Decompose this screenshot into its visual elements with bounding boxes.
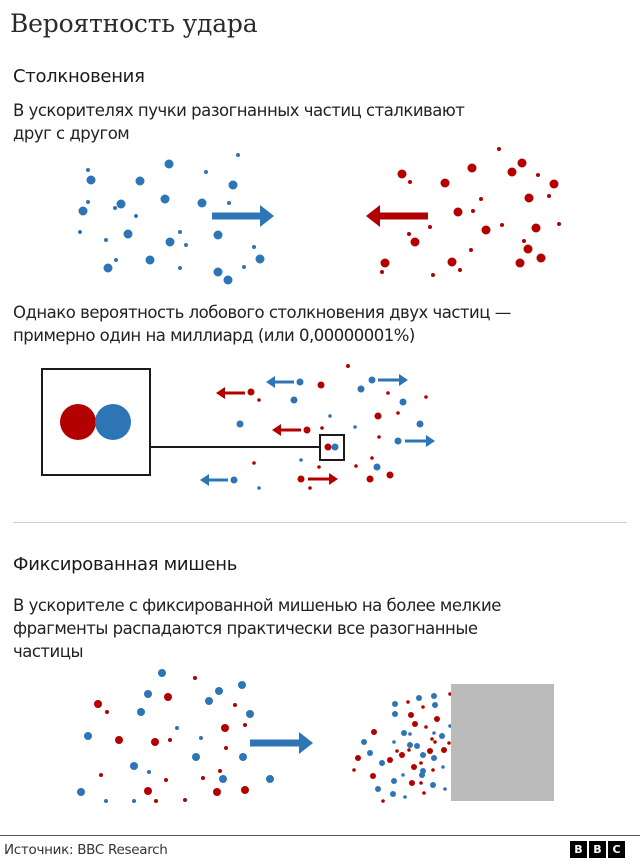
head-on-collision-diagram — [42, 364, 435, 490]
particle-dot — [205, 697, 213, 705]
particle-dot — [117, 200, 126, 209]
particle-dot — [401, 773, 405, 777]
particle-dot — [390, 791, 396, 797]
particle-dot — [420, 768, 426, 774]
particle-dot — [370, 773, 376, 779]
text-line: Однако вероятность лобового столкновения двух частиц — — [13, 303, 511, 322]
particle-dot — [252, 461, 256, 465]
particle-dot — [550, 180, 559, 189]
particle-dot — [516, 259, 525, 268]
particle-dot — [154, 799, 158, 803]
particle-dot — [522, 239, 526, 243]
particle-dot — [392, 740, 396, 744]
arrow-right-icon — [212, 213, 260, 220]
particle-dot — [87, 176, 96, 185]
particle-dot — [136, 177, 145, 186]
source-credit: Источник: BBC Research — [4, 842, 168, 858]
arrow-right-icon — [250, 740, 299, 747]
particle-dot — [367, 750, 373, 756]
particle-dot — [105, 710, 109, 714]
particle-dot — [213, 788, 221, 796]
particle-dot — [408, 712, 414, 718]
particle-dot — [78, 230, 82, 234]
particle-dot — [304, 427, 311, 434]
text-line: фрагменты распадаются практически все разогнанные — [13, 619, 478, 638]
particle-dot — [146, 256, 155, 265]
particle-dot — [369, 377, 376, 384]
particle-dot — [439, 733, 445, 739]
particle-dot — [417, 421, 424, 428]
particle-dot — [370, 456, 374, 460]
particle-dot — [104, 799, 108, 803]
particle-dot — [299, 458, 303, 462]
collision-highlight-box — [320, 435, 344, 460]
particle-dot — [231, 477, 238, 484]
particle-dot — [419, 781, 423, 785]
particle-dot — [448, 692, 452, 696]
particle-dot — [375, 413, 382, 420]
particle-dot — [482, 226, 491, 235]
particle-dot — [233, 703, 237, 707]
blue-particle-beam — [78, 153, 274, 285]
particle-dot — [354, 464, 358, 468]
particle-dot — [508, 168, 517, 177]
particle-dot — [396, 411, 400, 415]
particle-dot — [471, 209, 475, 213]
particle-dot — [431, 693, 437, 699]
particle-dot — [161, 195, 170, 204]
particle-dot — [164, 778, 168, 782]
particle-dot — [298, 476, 305, 483]
magnified-red-particle — [60, 404, 96, 440]
particle-dot — [407, 742, 413, 748]
particle-dot — [419, 761, 423, 765]
particle-dot — [238, 681, 246, 689]
particle-dot — [407, 748, 411, 752]
particle-dot — [237, 421, 244, 428]
arrow-left-icon — [200, 474, 209, 486]
particle-dot — [164, 693, 172, 701]
particle-dot — [332, 444, 339, 451]
particle-dot — [198, 199, 207, 208]
particle-dot — [227, 201, 231, 205]
particle-dot — [94, 700, 102, 708]
particle-dot — [165, 160, 174, 169]
particle-dot — [380, 270, 384, 274]
particle-dot — [468, 164, 477, 173]
particle-dot — [166, 238, 175, 247]
arrow-right-icon — [308, 478, 329, 481]
particle-dot — [387, 472, 394, 479]
particle-dot — [412, 721, 418, 727]
particle-dot — [215, 687, 223, 695]
particle-dot — [431, 273, 435, 277]
bbc-logo — [570, 841, 625, 858]
particle-dot — [147, 770, 151, 774]
fixed-target-block — [451, 684, 554, 801]
particle-dot — [430, 782, 436, 788]
text-line: частицы — [13, 642, 84, 661]
particle-dot — [346, 364, 350, 368]
arrow-left-icon — [380, 213, 428, 220]
particle-dot — [381, 259, 390, 268]
particle-dot — [236, 153, 240, 157]
particle-dot — [371, 729, 377, 735]
text-line: В ускорителях пучки разогнанных частиц сталкивают — [13, 101, 465, 120]
particle-dot — [469, 248, 473, 252]
particle-dot — [178, 266, 182, 270]
particle-dot — [144, 690, 152, 698]
particle-dot — [214, 268, 223, 277]
arrow-left-icon — [225, 392, 245, 395]
particle-dot — [151, 738, 159, 746]
particle-dot — [79, 207, 88, 216]
particle-dot — [420, 752, 426, 758]
particle-dot — [144, 787, 152, 795]
particle-dot — [416, 695, 422, 701]
particle-dot — [104, 238, 108, 242]
particle-dot — [257, 486, 261, 490]
particle-dot — [448, 724, 452, 728]
bbc-logo-block: B — [570, 841, 587, 858]
particle-dot — [433, 740, 437, 744]
particle-dot — [468, 166, 473, 171]
particle-dot — [432, 702, 438, 708]
particle-dot — [168, 738, 172, 742]
arrow-right-icon — [426, 435, 435, 447]
particle-dot — [381, 799, 385, 803]
particle-dot — [399, 752, 405, 758]
particle-dot — [246, 710, 254, 718]
particle-dot — [192, 753, 200, 761]
section-heading-collisions: Столкновения — [13, 66, 145, 87]
particle-dot — [375, 786, 381, 792]
particle-dot — [201, 776, 205, 780]
particle-dot — [175, 726, 179, 730]
particle-dot — [104, 264, 113, 273]
particle-dot — [158, 669, 166, 677]
text-line: примерно один на миллиард (или 0,00000001%) — [13, 326, 415, 345]
particle-dot — [374, 464, 381, 471]
particle-dot — [241, 786, 249, 794]
particle-dot — [248, 389, 255, 396]
particle-dot — [419, 772, 425, 778]
particle-dot — [447, 741, 451, 745]
particle-dot — [408, 732, 412, 736]
particle-dot — [411, 238, 420, 247]
arrow-right-icon — [378, 379, 399, 382]
arrow-right-icon — [405, 440, 426, 443]
particle-dot — [115, 736, 123, 744]
particle-dot — [183, 798, 187, 802]
magnified-blue-particle — [95, 404, 131, 440]
particle-dot — [178, 230, 182, 234]
particle-dot — [379, 760, 385, 766]
particle-dot — [392, 711, 398, 717]
text-line: В ускорителе с фиксированной мишенью на более мелкие — [13, 596, 501, 615]
text-line: друг с другом — [13, 124, 130, 143]
particle-dot — [243, 723, 247, 727]
particle-dot — [557, 222, 561, 226]
particle-dot — [409, 780, 415, 786]
particle-dot — [266, 775, 274, 783]
particle-dot — [441, 747, 447, 753]
particle-dot — [367, 476, 374, 483]
particle-dot — [134, 214, 138, 218]
section-heading-fixed-target: Фиксированная мишень — [13, 554, 238, 575]
particle-dot — [536, 173, 540, 177]
particle-dot — [391, 778, 397, 784]
collisions-description — [13, 99, 613, 145]
particle-dot — [219, 775, 227, 783]
footer-divider — [0, 835, 640, 836]
collision-probability-text — [13, 301, 613, 347]
particle-dot — [387, 757, 393, 763]
particle-dot — [242, 265, 246, 269]
arrow-left-icon — [209, 479, 228, 482]
particle-dot — [214, 231, 223, 240]
particle-dot — [224, 746, 228, 750]
particle-dot — [318, 382, 325, 389]
particle-dot — [428, 225, 432, 229]
particle-dot — [518, 159, 527, 168]
arrow-left-icon — [266, 376, 275, 388]
particle-dot — [547, 194, 551, 198]
particle-dot — [132, 799, 136, 803]
particle-dot — [431, 768, 435, 772]
particle-dot — [532, 224, 541, 233]
particle-dot — [424, 725, 428, 729]
particle-dot — [403, 795, 407, 799]
particle-dot — [448, 258, 457, 267]
arrow-right-icon — [329, 473, 338, 485]
particle-dot — [401, 730, 407, 736]
particle-dot — [317, 465, 321, 469]
particle-dot — [229, 181, 238, 190]
particle-dot — [427, 748, 433, 754]
particle-dot — [77, 788, 85, 796]
particle-dot — [386, 391, 390, 395]
particle-dot — [86, 168, 90, 172]
particle-dot — [184, 243, 188, 247]
section-divider — [13, 522, 627, 523]
particle-dot — [392, 701, 398, 707]
particle-dot — [204, 170, 208, 174]
bbc-logo-block: C — [608, 841, 625, 858]
particle-dot — [525, 194, 534, 203]
arrow-left-icon — [281, 429, 301, 432]
particle-dot — [422, 791, 426, 795]
particle-dot — [424, 395, 428, 399]
particle-dot — [406, 700, 410, 704]
particle-dot — [256, 255, 265, 264]
particle-dot — [377, 435, 381, 439]
particle-dot — [500, 223, 504, 227]
particle-dot — [361, 739, 367, 745]
particle-dot — [497, 147, 501, 151]
arrow-left-icon — [216, 387, 225, 399]
particle-dot — [193, 676, 197, 680]
particle-dot — [431, 755, 437, 761]
bbc-logo-block: B — [589, 841, 606, 858]
particle-dot — [124, 230, 133, 239]
particle-dot — [355, 755, 361, 761]
particle-dot — [137, 708, 145, 716]
particle-dot — [458, 268, 462, 272]
particle-dot — [114, 258, 118, 262]
particle-dot — [400, 399, 407, 406]
particle-dot — [130, 762, 138, 770]
particle-dot — [84, 732, 92, 740]
particle-dot — [113, 206, 117, 210]
arrow-left-icon — [366, 205, 380, 227]
particle-dot — [199, 736, 203, 740]
arrow-right-icon — [260, 205, 274, 227]
red-particle-beam — [366, 147, 561, 277]
particle-dot — [257, 398, 261, 402]
particle-dot — [434, 716, 440, 722]
particle-dot — [421, 705, 425, 709]
particle-dot — [86, 200, 90, 204]
arrow-left-icon — [275, 381, 294, 384]
particle-dot — [430, 737, 434, 741]
particle-dot — [218, 769, 222, 773]
particle-dot — [414, 743, 420, 749]
particle-dot — [291, 397, 298, 404]
particle-dot — [411, 764, 417, 770]
particle-dot — [224, 276, 233, 285]
particle-dot — [479, 197, 483, 201]
arrow-right-icon — [399, 374, 408, 386]
particle-dot — [407, 232, 411, 236]
particle-dot — [320, 426, 324, 430]
particle-dot — [441, 179, 450, 188]
particle-dot — [432, 731, 436, 735]
particle-dot — [537, 254, 546, 263]
arrow-right-icon — [299, 732, 313, 754]
particle-dot — [325, 444, 332, 451]
particle-dot — [328, 414, 332, 418]
particle-dot — [252, 245, 256, 249]
fixed-target-diagram — [77, 669, 554, 803]
particle-dot — [398, 170, 407, 179]
particle-dot — [443, 787, 447, 791]
magnified-view-box — [42, 369, 150, 475]
particle-dot — [454, 208, 463, 217]
particle-dot — [297, 379, 304, 386]
particle-dot — [441, 765, 445, 769]
particle-dot — [352, 768, 356, 772]
particle-dot — [358, 386, 365, 393]
particle-dot — [408, 180, 412, 184]
particle-dot — [353, 425, 357, 429]
arrow-left-icon — [272, 424, 281, 436]
particle-dot — [395, 749, 399, 753]
particle-dot — [221, 724, 229, 732]
particle-dot — [395, 438, 402, 445]
particle-dot — [524, 245, 533, 254]
page-title: Вероятность удара — [10, 9, 258, 38]
fixed-target-description — [13, 594, 613, 663]
particle-dot — [99, 773, 103, 777]
particle-dot — [239, 753, 247, 761]
particle-dot — [308, 486, 312, 490]
